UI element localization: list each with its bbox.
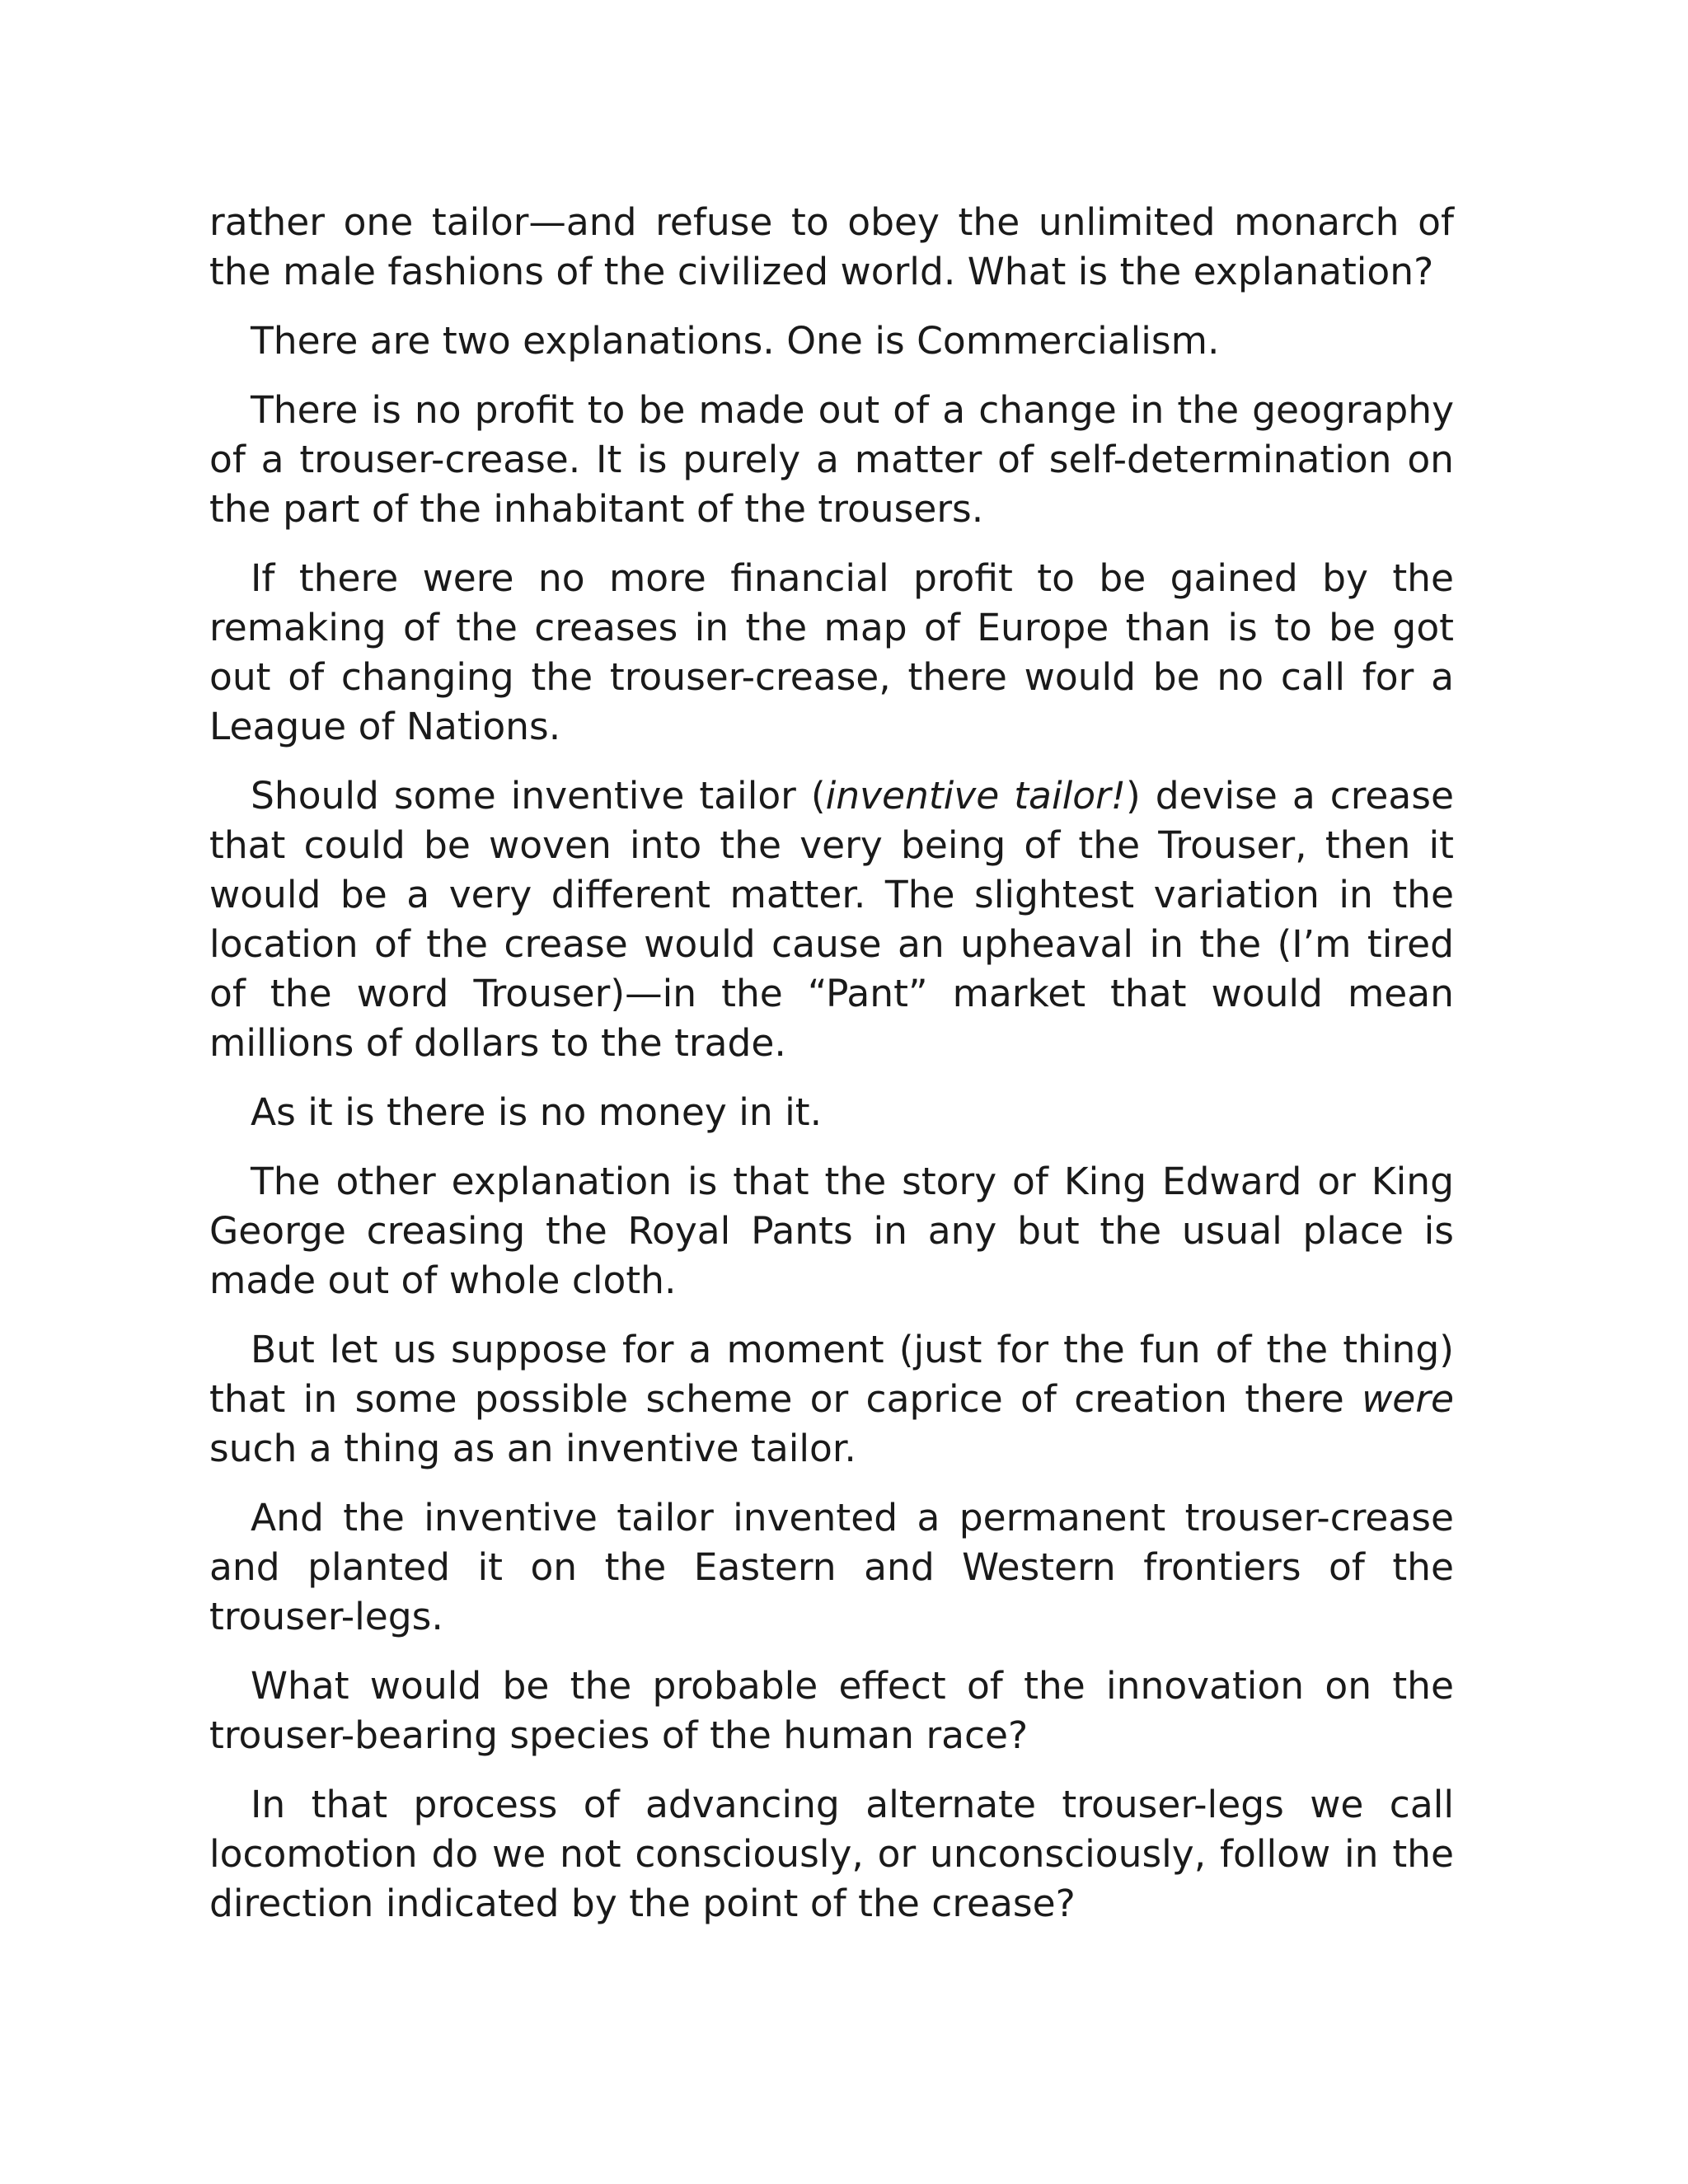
paragraph-text: The other explanation is that the story of King Edward or King George creasing the Royal Pants in any but the usual place is made out of whole cloth. [209,1160,1454,1302]
paragraph [209,1157,1454,1305]
paragraph [209,1325,1454,1474]
paragraph-text: Should some inventive tailor ( [251,774,826,818]
paragraph-text: There is no profit to be made out of a change in the geography of a trouser-crease. It is purely a matter of self-determination on the part of the inhabitant of the trousers. [209,388,1454,531]
paragraph-text: In that process of advancing alternate trouser-legs we call locomotion do we not consciously, or unconsciously, follow in the direction indicated by the point of the crease? [209,1783,1454,1925]
paragraph-text: But let us suppose for a moment (just for the fun of the thing) that in some possible scheme or caprice of creation there [209,1328,1454,1421]
paragraph-text: ) devise a crease that could be woven into the very being of the Trouser, then it would be a very different matter. The slightest variation in the location of the crease would cause an upheaval in the (I’m tired of the word Trouser)—in the “Pant” market that would mean millions of dollars to the trade. [209,774,1454,1065]
paragraph-text: There are two explanations. One is Commercialism. [251,319,1220,363]
paragraph [209,771,1454,1068]
paragraph [209,1088,1454,1137]
paragraph-text: What would be the probable effect of the innovation on the trouser-bearing species of the human race? [209,1664,1454,1757]
paragraph-text: If there were no more financial profit to be gained by the remaking of the creases in the map of Europe than is to be got out of changing the trouser-crease, there would be no call for a League of Nations. [209,556,1454,748]
paragraph-text: As it is there is no money in it. [251,1090,823,1134]
paragraph [209,386,1454,534]
paragraph [209,198,1454,297]
paragraph [209,554,1454,752]
paragraph [209,1661,1454,1760]
italic-text: were [1362,1377,1454,1421]
paragraph [209,1780,1454,1929]
document-page [209,198,1454,1948]
paragraph-text: And the inventive tailor invented a permanent trouser-crease and planted it on the Eastern and Western frontiers of the trouser-legs. [209,1496,1454,1638]
paragraph-text: such a thing as an inventive tailor. [209,1427,856,1470]
paragraph [209,316,1454,366]
paragraph [209,1493,1454,1642]
paragraph-text: rather one tailor—and refuse to obey the unlimited monarch of the male fashions of the civilized world. What is the explanation? [209,200,1454,293]
italic-text: inventive tailor! [825,774,1127,818]
